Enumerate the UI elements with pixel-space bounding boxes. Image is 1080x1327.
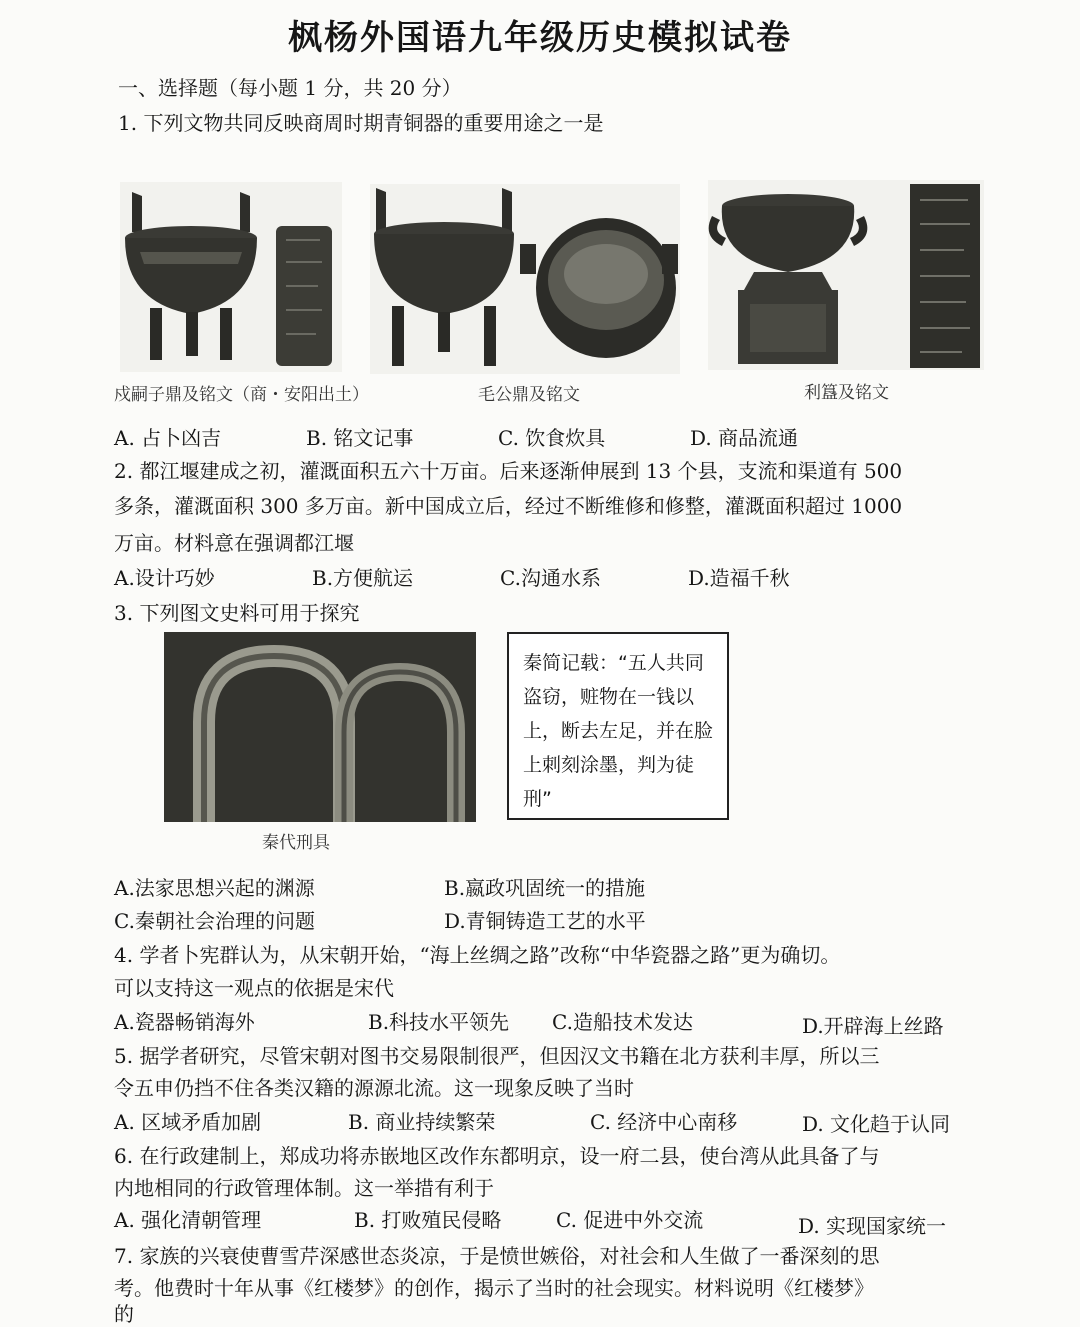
qin-shackles-image — [164, 632, 476, 822]
q1-caption-2: 毛公鼎及铭文 — [478, 385, 580, 405]
q1-option-b[interactable]: B. 铭文记事 — [306, 426, 414, 450]
q3-image-caption: 秦代刑具 — [262, 833, 330, 853]
q2-option-c[interactable]: C.沟通水系 — [500, 566, 601, 590]
q6-line-1: 6. 在行政建制上，郑成功将赤嵌地区改作东都明京，设一府二县，使台湾从此具备了与 — [114, 1144, 880, 1168]
qin-slip-quote-box: 秦简记载：“五人共同盗窃，赃物在一钱以上，断去左足，并在脸上刺刻涂墨，判为徒刑” — [507, 632, 729, 820]
q2-option-b[interactable]: B.方便航运 — [312, 566, 414, 590]
q2-line-2: 多条，灌溉面积 300 多万亩。新中国成立后，经过不断维修和修整，灌溉面积超过 1000 — [114, 494, 903, 518]
q1-caption-1: 戍嗣子鼎及铭文（商・安阳出土） — [114, 385, 369, 405]
bronze-gui-image — [708, 180, 984, 370]
bronze-ding-1-image — [120, 182, 342, 372]
q1-option-d[interactable]: D. 商品流通 — [690, 426, 799, 450]
q7-line-1: 7. 家族的兴衰使曹雪芹深感世态炎凉，于是愤世嫉俗，对社会和人生做了一番深刻的思 — [114, 1244, 880, 1268]
q3-option-c[interactable]: C.秦朝社会治理的问题 — [114, 909, 315, 933]
q5-line-1: 5. 据学者研究，尽管宋朝对图书交易限制很严，但因汉文书籍在北方获利丰厚，所以三 — [114, 1044, 880, 1068]
q4-line-1: 4. 学者卜宪群认为，从宋朝开始，“海上丝绸之路”改称“中华瓷器之路”更为确切。 — [114, 943, 841, 967]
q7-line-3: 的 — [114, 1302, 134, 1326]
exam-title: 枫杨外国语九年级历史模拟试卷 — [288, 18, 792, 58]
q5-line-2: 令五申仍挡不住各类汉籍的源源北流。这一现象反映了当时 — [114, 1076, 634, 1100]
q6-option-d[interactable]: D. 实现国家统一 — [798, 1214, 947, 1238]
q3-stem: 3. 下列图文史料可用于探究 — [114, 601, 360, 625]
q6-option-c[interactable]: C. 促进中外交流 — [556, 1208, 704, 1232]
q4-option-b[interactable]: B.科技水平领先 — [368, 1010, 510, 1034]
q3-option-b[interactable]: B.嬴政巩固统一的措施 — [444, 876, 646, 900]
q5-option-c[interactable]: C. 经济中心南移 — [590, 1110, 738, 1134]
q2-option-a[interactable]: A.设计巧妙 — [114, 566, 215, 590]
q3-option-a[interactable]: A.法家思想兴起的渊源 — [114, 876, 315, 900]
q4-option-c[interactable]: C.造船技术发达 — [552, 1010, 693, 1034]
section-heading: 一、选择题（每小题 1 分，共 20 分） — [118, 76, 462, 100]
q1-option-c[interactable]: C. 饮食炊具 — [498, 426, 606, 450]
q6-option-b[interactable]: B. 打败殖民侵略 — [354, 1208, 502, 1232]
q4-option-a[interactable]: A.瓷器畅销海外 — [114, 1010, 255, 1034]
q6-option-a[interactable]: A. 强化清朝管理 — [114, 1208, 262, 1232]
q1-option-a[interactable]: A. 占卜凶吉 — [114, 426, 222, 450]
q5-option-d[interactable]: D. 文化趋于认同 — [802, 1112, 951, 1136]
q4-option-d[interactable]: D.开辟海上丝路 — [802, 1014, 944, 1038]
q1-stem: 1. 下列文物共同反映商周时期青铜器的重要用途之一是 — [118, 111, 604, 135]
q5-option-b[interactable]: B. 商业持续繁荣 — [348, 1110, 496, 1134]
q5-option-a[interactable]: A. 区域矛盾加剧 — [114, 1110, 262, 1134]
bronze-ding-2-image — [370, 184, 680, 374]
q6-line-2: 内地相同的行政管理体制。这一举措有利于 — [114, 1176, 494, 1200]
q2-line-3: 万亩。材料意在强调都江堰 — [114, 531, 354, 555]
q2-option-d[interactable]: D.造福千秋 — [688, 566, 790, 590]
q1-caption-3: 利簋及铭文 — [804, 383, 889, 403]
q3-option-d[interactable]: D.青铜铸造工艺的水平 — [444, 909, 646, 933]
q7-line-2: 考。他费时十年从事《红楼梦》的创作，揭示了当时的社会现实。材料说明《红楼梦》 — [114, 1276, 874, 1300]
q4-line-2: 可以支持这一观点的依据是宋代 — [114, 976, 394, 1000]
q2-line-1: 2. 都江堰建成之初，灌溉面积五六十万亩。后来逐渐伸展到 13 个县，支流和渠道有 500 — [114, 459, 903, 483]
